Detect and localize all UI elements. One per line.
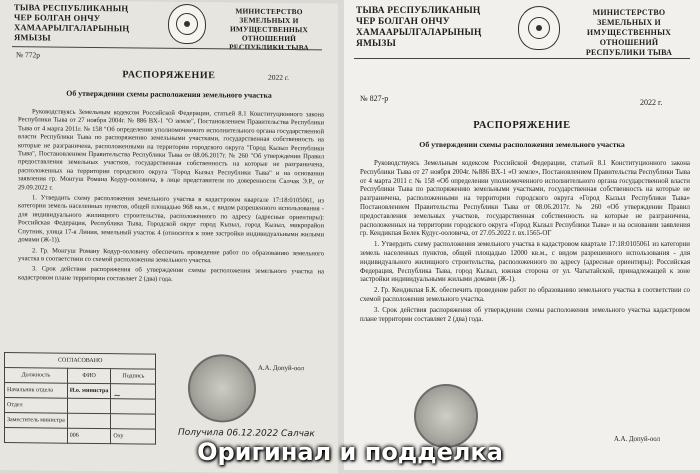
- header-tuvan-right: ТЫВА РЕСПУБЛИКАНЫҢ ЧЕР БОЛГАН ОНЧУ ХАМААРЫЛГАЛАРЫНЫҢ ЯМЫЗЫ: [356, 6, 482, 49]
- preamble: Руководствуясь Земельным кодексом Российской Федерации, статьей 8.1 Конституционного закона Республики Тыва от 27 ноября 2004г. № 886 ВХ-1 "О земле", Постановлением Правительства Республики Тыва от 4 марта 2011г. № 158 "Об определении уполномоченного исполнительного органа государственной власти Республики Тыва по распоряжению земельными участками, государственная собственность на которые не разграничена, расположенными на территории городского округа "Город Кызыл Республики Тыва", Постановлением Правительства Республики Тыва от 08.06.2017г. № 260 "Об утверждении Правил предоставления земельных участков, государственная собственность на которые не разграничена, расположенных на территории городского округа "Город Кызыл Республики Тыва" и на основании заявления гр. Монгуш Романа Кодур-ооловича, в лице представителя по доверенности Салчак Э.Р., от 29.09.2022 г.: [18, 108, 324, 192]
- signer-name: А.А. Допуй-оол: [258, 364, 304, 373]
- approval-cell: Оху: [111, 429, 156, 444]
- header-divider: [354, 58, 690, 59]
- item-1: 1. Утвердить схему расположения земельного участка в кадастровом квартале 17:18:0105061 из категории земель населенных пунктов, общей площадью 12000 кв.м., с видом разрешенного использования - для индивидуального жилищного строительства, расположенного по адресу (адресные ориентиры): Российская Федерация, Республика Тыва, город Кызыл, южная сторона от ул. Чагытайской, принадлежащей к зоне застройки индивидуальными жилыми домами (Ж-1).: [360, 241, 690, 284]
- tuva-emblem-icon: [518, 6, 560, 50]
- approval-cell: Отдел: [5, 398, 68, 414]
- item-2: 2. Гр. Кендикпая Б.К. обеспечить проведение работ по образованию земельного участка в соответствии со схемой расположения земельного участка.: [360, 287, 690, 303]
- document-body: [360, 160, 690, 326]
- document-subtitle: Об утверждении схемы расположения земельного участка: [419, 140, 625, 149]
- tuva-emblem-icon: [168, 4, 206, 44]
- official-seal-stamp: [188, 354, 256, 423]
- item-2: 2. Гр. Монгуш Роману Кодур-ооловичу обеспечить проведение работ по образованию земельного участка в соответствии со схемой расположения земельного участка.: [18, 246, 324, 265]
- approval-table-title: СОГЛАСОВАНО: [5, 353, 156, 370]
- document-title: РАСПОРЯЖЕНИЕ: [122, 69, 216, 82]
- document-number: № 772р: [16, 50, 41, 60]
- forged-document: [344, 0, 700, 470]
- header-russian-right: МИНИСТЕРСТВО ЗЕМЕЛЬНЫХ И ИМУЩЕСТВЕННЫХ ОТНОШЕНИЙ РЕСПУБЛИКИ ТЫВА: [585, 8, 673, 57]
- item-1: 1. Утвердить схему расположения земельного участка в кадастровом квартале 17:18:0105061, из категории земель населенных пунктов, общей площадью 968 кв.м., с видом разрешенного использования - для индивидуального жилищного строительства, расположенного по адресу (адресные ориентиры): Российская Федерация, Республика Тыва, Городской округ город Кызыл, город Кызыл, микрорайон Спутник, улица 17-я Линия, земельный участок 4 (относится к зоне застройки индивидуальными жилыми домами (Ж-1)).: [18, 194, 324, 244]
- handwritten-receipt-note: Получила 06.12.2022 Салчак: [178, 427, 315, 440]
- approval-cell: 006: [67, 428, 111, 443]
- approval-signature-cell: ~: [111, 384, 156, 399]
- preamble: Руководствуясь Земельным кодексом Российской Федерации, статьей 8.1 Конституционного закона Республики Тыва от 27 ноября 2004г. №886 ВХ-1 «О земле», Постановлением Правительства Республики Тыва от 4 марта 2011 г. № 158 «Об определении уполномоченного исполнительного органа государственной власти Республики Тыва по распоряжению земельными участками, государственная собственность на которые не разграничена, расположенными на территории городского округа «Город Кызыл Республики Тыва» Постановлением Правительства Республики Тыва от 08.06.2017г. № 260 «Об утверждении Правил предоставления земельных участков, государственная собственность на которые не разграничена, расположенных на территории городского округа «Город Кызыл Республики Тыва» и на основании заявления гр. Кендикпая Белек Кудус-ооловича, от 27.05.2022 г. вх.1565-ОГ: [360, 160, 690, 238]
- approval-header-name: ФИО: [67, 368, 111, 383]
- approval-cell: [67, 413, 111, 428]
- approval-cell: [67, 398, 111, 413]
- approval-cell: И.о. министра: [67, 383, 111, 398]
- document-body: [18, 108, 324, 287]
- item-3: 3. Срок действия распоряжения об утверждении схемы расположения земельного участка кадастровом плане территории составляет 2 (два) года.: [360, 306, 690, 323]
- header-russian-left: МИНИСТЕРСТВО ЗЕМЕЛЬНЫХ И ИМУЩЕСТВЕННЫХ ОТНОШЕНИЙ РЕСПУБЛИКИ ТЫВА: [229, 6, 309, 53]
- document-number: № 827-р: [360, 94, 389, 103]
- approval-table: [4, 352, 156, 445]
- approval-cell: Заместитель министра: [5, 413, 68, 429]
- document-date: 2022 г.: [268, 72, 289, 83]
- document-date: 2022 г.: [640, 98, 663, 107]
- approval-cell: Начальник отдела: [5, 383, 68, 399]
- document-title: РАСПОРЯЖЕНИЕ: [473, 120, 571, 131]
- item-3: 3. Срок действия распоряжения об утверждении схемы расположения земельного участка на кадастровом плане территории составляет 2 (два) года.: [18, 265, 324, 283]
- original-document: [0, 0, 338, 474]
- approval-signature-cell: [111, 414, 156, 429]
- header-tuvan-left: ТЫВА РЕСПУБЛИКАНЫҢ ЧЕР БОЛГАН ОНЧУ ХАМААРЫЛГАЛАРЫНЫҢ ЯМЫЗЫ: [14, 2, 130, 43]
- document-subtitle: Об утверждении схемы расположения земельного участка: [66, 88, 272, 100]
- signer-name: А.А. Допуй-оол: [614, 436, 660, 443]
- image-caption: Оригинал и подделка: [197, 438, 503, 466]
- approval-header-position: Должность: [5, 368, 68, 384]
- approval-header-signature: Подпись: [111, 369, 156, 384]
